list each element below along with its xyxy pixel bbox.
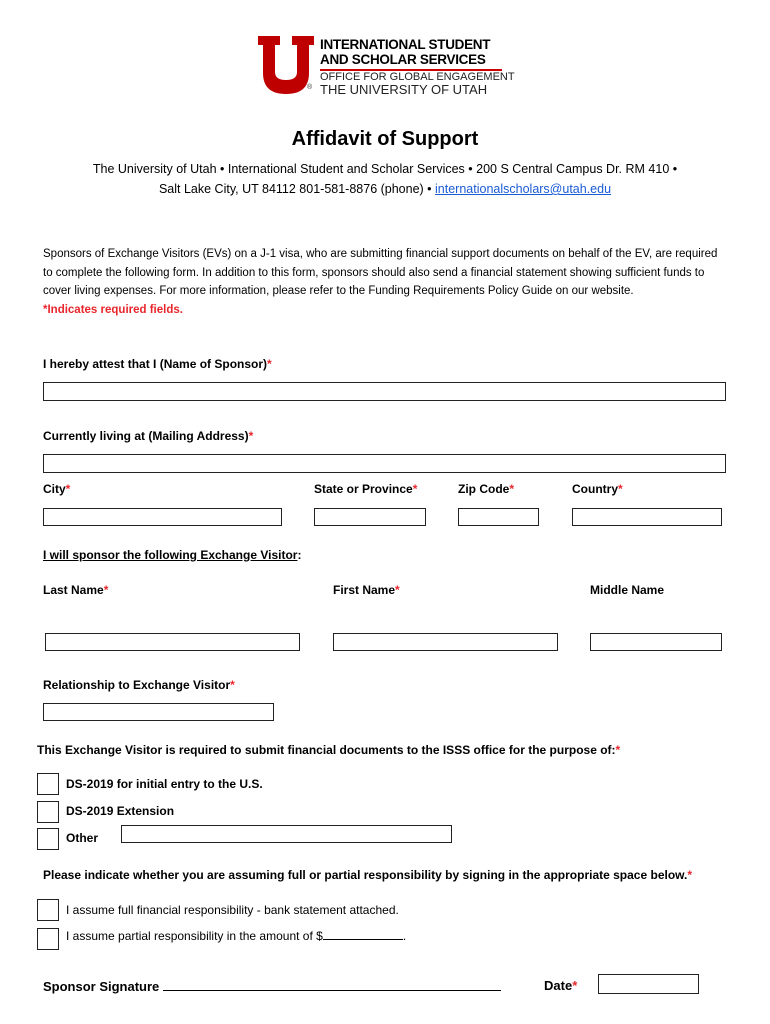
relationship-label: Relationship to Exchange Visitor* [43, 678, 235, 692]
sponsor-signature: Sponsor Signature [43, 978, 501, 994]
sponsor-name-input[interactable] [43, 382, 726, 401]
date-label: Date* [544, 978, 578, 993]
other-checkbox[interactable] [37, 828, 59, 850]
date-input[interactable] [598, 974, 699, 994]
purpose-question: This Exchange Visitor is required to submit financial documents to the ISSS office for the purpose of:* [37, 743, 621, 757]
required-note: *Indicates required fields. [43, 303, 183, 316]
other-input[interactable] [121, 825, 452, 843]
partial-amount-line[interactable] [323, 929, 403, 940]
state-label: State or Province* [314, 482, 418, 496]
registered-mark: ® [307, 84, 313, 91]
other-label: Other [66, 831, 99, 845]
page-title: Affidavit of Support [291, 128, 479, 150]
extension-checkbox[interactable] [37, 801, 59, 823]
address-line-1: The University of Utah • International Student and Scholar Services • 200 S Central Campus Dr. RM 410 • [92, 162, 678, 176]
country-input[interactable] [572, 508, 722, 526]
last-name-input[interactable] [45, 633, 300, 651]
mailing-address-label: Currently living at (Mailing Address)* [43, 429, 254, 443]
responsibility-question: Please indicate whether you are assuming full or partial responsibility by signing in the appropriate space below.* [43, 868, 693, 882]
zip-input[interactable] [458, 508, 539, 526]
sponsor-name-label: I hereby attest that I (Name of Sponsor)* [43, 357, 272, 371]
country-label: Country* [572, 482, 623, 496]
exchange-visitor-heading: I will sponsor the following Exchange Visitor: [43, 548, 302, 562]
intro-paragraph: Sponsors of Exchange Visitors (EVs) on a J-1 visa, who are submitting financial support documents on behalf of the EV, are required to complete the following form. In addition to this form, sponsors should also send a financial statement showing sufficient funds to cover living expenses. For more information, please refer to the Funding Requirements Policy Guide on our website. *Indicates required fields. [43, 245, 723, 319]
address-line-2: Salt Lake City, UT 84112 801-581-8876 (phone) • internationalscholars@utah.edu [158, 182, 612, 196]
full-responsibility-label: I assume full financial responsibility - bank statement attached. [66, 903, 399, 917]
first-name-input[interactable] [333, 633, 558, 651]
last-name-label: Last Name* [43, 583, 109, 597]
middle-name-label: Middle Name [590, 583, 665, 597]
state-input[interactable] [314, 508, 426, 526]
first-name-label: First Name* [333, 583, 400, 597]
city-input[interactable] [43, 508, 282, 526]
email-link[interactable]: internationalscholars@utah.edu [435, 182, 612, 196]
partial-responsibility-checkbox[interactable] [37, 928, 59, 950]
logo-title: INTERNATIONAL STUDENT AND SCHOLAR SERVICES [320, 37, 491, 67]
logo-university: THE UNIVERSITY OF UTAH [320, 82, 488, 97]
city-label: City* [43, 482, 71, 496]
partial-responsibility-label: I assume partial responsibility in the amount of $ . [66, 929, 407, 943]
initial-entry-label: DS-2019 for initial entry to the U.S. [66, 777, 263, 791]
zip-label: Zip Code* [458, 482, 514, 496]
mailing-address-input[interactable] [43, 454, 726, 473]
initial-entry-checkbox[interactable] [37, 773, 59, 795]
relationship-input[interactable] [43, 703, 274, 721]
extension-label: DS-2019 Extension [66, 804, 175, 818]
signature-line[interactable] [163, 978, 501, 991]
university-u-logo [258, 36, 314, 94]
logo-office: OFFICE FOR GLOBAL ENGAGEMENT [320, 71, 515, 83]
middle-name-input[interactable] [590, 633, 722, 651]
full-responsibility-checkbox[interactable] [37, 899, 59, 921]
